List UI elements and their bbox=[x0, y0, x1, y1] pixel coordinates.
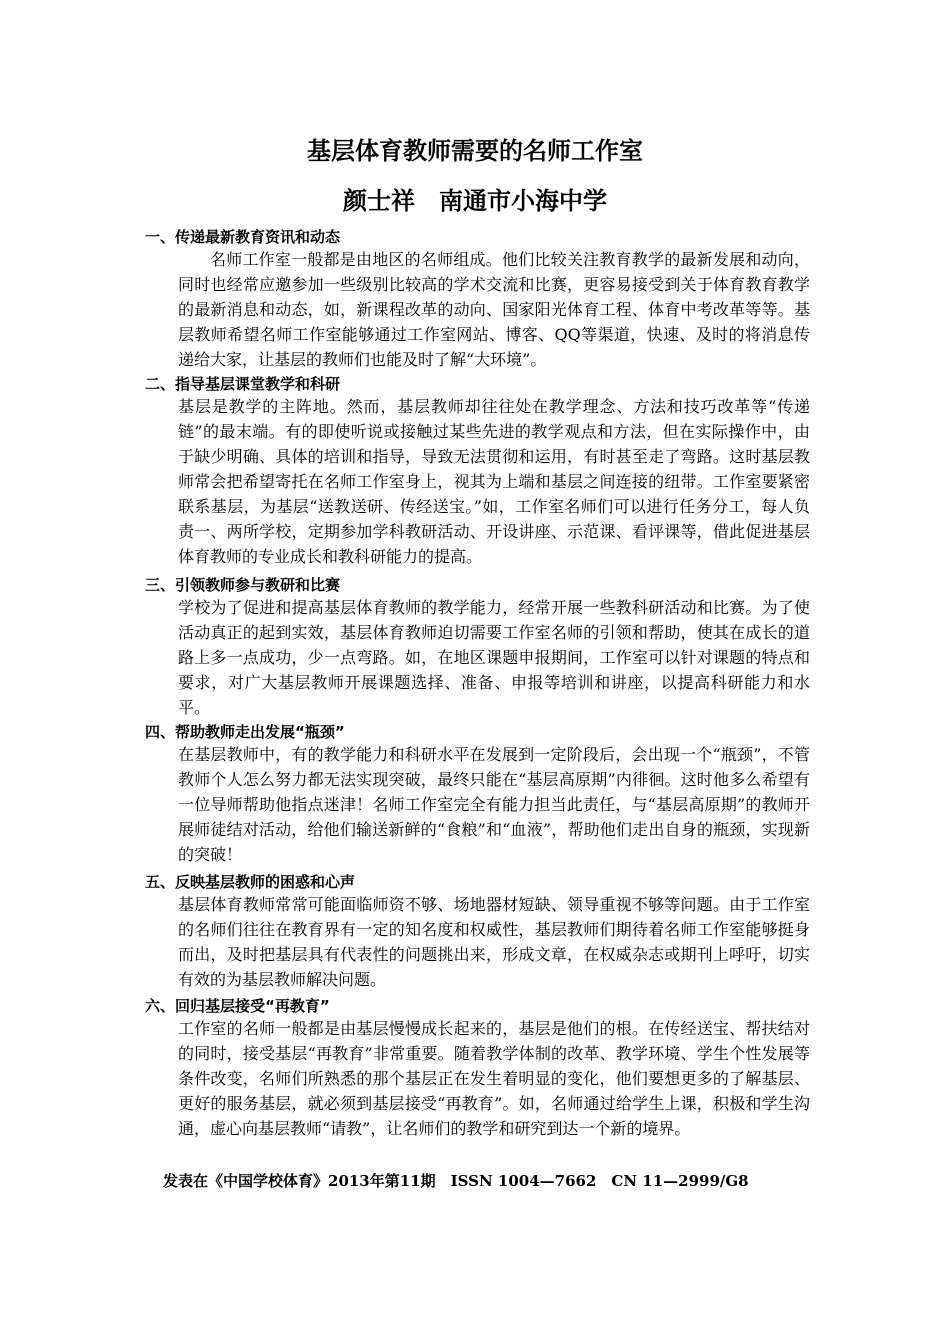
section-body: 基层是教学的主阵地。然而，基层教师却往往处在教学理念、方法和技巧改革等“传递链”的最末端。有的即使听说或接触过某些先进的教学观点和方法，但在实际操作中，由于缺少明确、具体的培训和指导，导致无法贯彻和运用，有时甚至走了弯路。这时基层教师常会把希望寄托在名师工作室身上，视其为上端和基层之间连接的纽带。工作室要紧密联系基层，为基层“送教送研、传经送宝。”如，工作室名师们可以进行任务分工，每人负责一、两所学校，定期参加学科教研活动、开设讲座、示范课、看评课等，借此促进基层体育教师的专业成长和教科研能力的提高。 bbox=[178, 397, 810, 566]
section-body: 名师工作室一般都是由地区的名师组成。他们比较关注教育教学的最新发展和动向，同时也经常应邀参加一些级别比较高的学术交流和比赛，更容易接受到关于体育教育教学的最新消息和动态，如，新课程改革的动向、国家阳光体育工程、体育中考改革等等。基层教师希望名师工作室能够通过工作室网站、博客、QQ等渠道，快速、及时的将消息传递给大家，让基层的教师们也能及时了解“大环境”。 bbox=[178, 250, 810, 369]
section-heading: 三、引领教师参与教研和比赛 bbox=[145, 576, 341, 594]
section-5 bbox=[145, 872, 810, 992]
section-body: 在基层教师中，有的教学能力和科研水平在发展到一定阶段后，会出现一个“瓶颈”，不管教师个人怎么努力都无法实现突破，最终只能在“基层高原期”内徘徊。这时他多么希望有一位导师帮助他指点迷津！名师工作室完全有能力担当此责任，与“基层高原期”的教师开展师徒结对活动，给他们输送新鲜的“食粮”和“血液”，帮助他们走出自身的瓶颈，实现新的突破！ bbox=[178, 745, 810, 864]
section-3 bbox=[145, 575, 810, 720]
document-title: 基层体育教师需要的名师工作室 bbox=[307, 137, 643, 165]
section-2 bbox=[145, 374, 810, 569]
publication-note: 发表在《中国学校体育》2013年第11期 ISSN 1004—7662 CN 11—2999/G8 bbox=[163, 1172, 749, 1190]
section-body: 工作室的名师一般都是由基层慢慢成长起来的，基层是他们的根。在传经送宝、帮扶结对的同时，接受基层“再教育”非常重要。随着教学体制的改革、教学环境、学生个性发展等条件改变，名师们所熟悉的那个基层正在发生着明显的变化，他们要想更多的了解基层、更好的服务基层，就必须到基层接受“再教育”。如，名师通过给学生上课，积极和学生沟通，虚心向基层教师“请教”，让名师们的教学和研究到达一个新的境界。 bbox=[178, 1019, 810, 1138]
section-heading: 一、传递最新教育资讯和动态 bbox=[145, 228, 341, 246]
section-1 bbox=[145, 227, 810, 372]
section-6 bbox=[145, 996, 810, 1141]
section-4 bbox=[145, 722, 810, 867]
section-body: 学校为了促进和提高基层体育教师的教学能力，经常开展一些教科研活动和比赛。为了使活动真正的起到实效，基层体育教师迫切需要工作室名师的引领和帮助，使其在成长的道路上多一点成功，少一点弯路。如，在地区课题申报期间，工作室可以针对课题的特点和要求，对广大基层教师开展课题选择、准备、申报等培训和讲座，以提高科研能力和水平。 bbox=[178, 598, 810, 717]
section-body: 基层体育教师常常可能面临师资不够、场地器材短缺、领导重视不够等问题。由于工作室的名师们往往在教育界有一定的知名度和权威性，基层教师们期待着名师工作室能够挺身而出，及时把基层具有代表性的问题挑出来，形成文章，在权威杂志或期刊上呼吁，切实有效的为基层教师解决问题。 bbox=[178, 895, 810, 989]
section-heading: 四、帮助教师走出发展“瓶颈” bbox=[145, 723, 345, 741]
author-line: 颜士祥 南通市小海中学 bbox=[343, 187, 607, 215]
section-heading: 二、指导基层课堂教学和科研 bbox=[145, 375, 341, 393]
section-heading: 六、回归基层接受“再教育” bbox=[145, 997, 330, 1015]
section-heading: 五、反映基层教师的困惑和心声 bbox=[145, 873, 356, 891]
